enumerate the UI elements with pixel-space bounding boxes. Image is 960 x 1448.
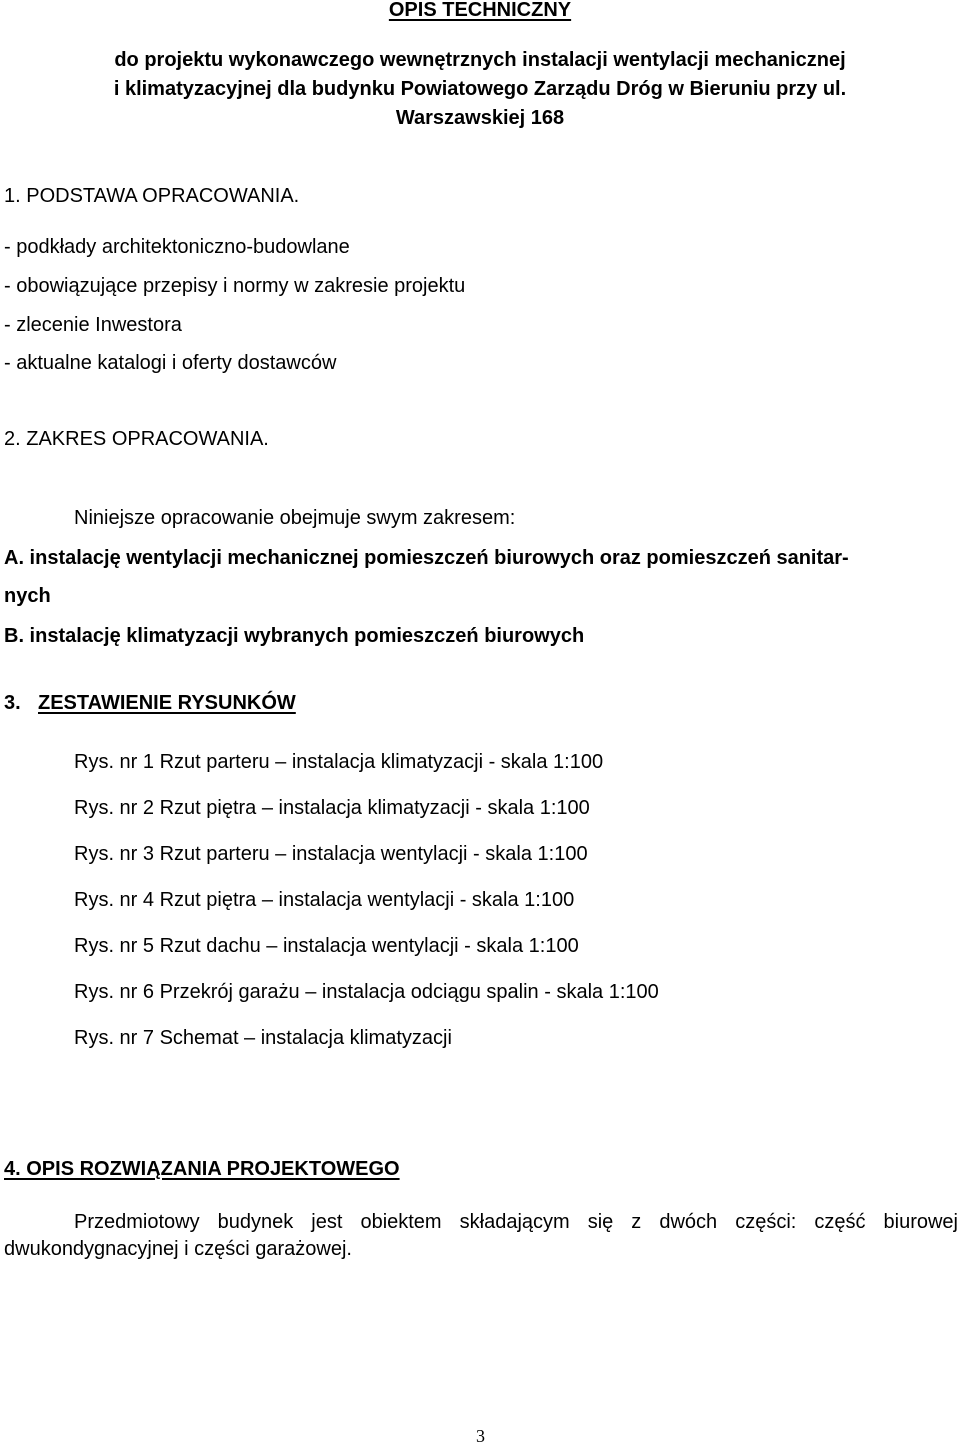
drawing-list-item: Rys. nr 7 Schemat – instalacja klimatyzacji	[74, 1027, 452, 1049]
section-3-heading: ZESTAWIENIE RYSUNKÓW	[38, 692, 296, 714]
subtitle-line-2: i klimatyzacyjnej dla budynku Powiatowego Zarządu Dróg w Bieruniu przy ul.	[113, 78, 847, 100]
section-2-item-a-continued: nych	[4, 585, 51, 607]
drawing-list-item: Rys. nr 1 Rzut parteru – instalacja klimatyzacji - skala 1:100	[74, 751, 604, 773]
section-1-item: - podkłady architektoniczno-budowlane	[4, 236, 350, 258]
section-4-heading: 4. OPIS ROZWIĄZANIA PROJEKTOWEGO	[4, 1158, 400, 1180]
section-1-item: - zlecenie Inwestora	[4, 314, 182, 336]
section-2-item-a: A. instalację wentylacji mechanicznej pomieszczeń biurowych oraz pomieszczeń sanitar-	[4, 547, 849, 569]
drawing-list-item: Rys. nr 6 Przekrój garażu – instalacja odciągu spalin - skala 1:100	[74, 981, 659, 1003]
subtitle-line-3: Warszawskiej 168	[395, 107, 565, 129]
section-2-heading: 2. ZAKRES OPRACOWANIA.	[4, 428, 269, 450]
section-4-paragraph-line-1	[4, 1210, 958, 1234]
document-title: OPIS TECHNICZNY	[388, 0, 572, 21]
page-number: 3	[476, 1426, 485, 1446]
drawing-list-item: Rys. nr 4 Rzut piętra – instalacja wentylacji - skala 1:100	[74, 889, 575, 911]
subtitle-line-1: do projektu wykonawczego wewnętrznych instalacji wentylacji mechanicznej	[114, 49, 846, 71]
section-1-item: - aktualne katalogi i oferty dostawców	[4, 352, 337, 374]
section-4-paragraph-text: Przedmiotowy budynek jest obiektem składającym się z dwóch części: część biurowej	[74, 1211, 958, 1233]
section-3-number: 3.	[4, 692, 21, 714]
section-2-intro: Niniejsze opracowanie obejmuje swym zakresem:	[74, 507, 516, 529]
section-2-item-b: B. instalację klimatyzacji wybranych pomieszczeń biurowych	[4, 625, 585, 647]
drawing-list-item: Rys. nr 5 Rzut dachu – instalacja wentylacji - skala 1:100	[74, 935, 579, 957]
drawing-list-item: Rys. nr 3 Rzut parteru – instalacja wentylacji - skala 1:100	[74, 843, 588, 865]
section-1-heading: 1. PODSTAWA OPRACOWANIA.	[4, 185, 300, 207]
drawing-list-item: Rys. nr 2 Rzut piętra – instalacja klimatyzacji - skala 1:100	[74, 797, 590, 819]
section-4-paragraph-line-2: dwukondygnacyjnej i części garażowej.	[4, 1238, 352, 1260]
section-1-item: - obowiązujące przepisy i normy w zakresie projektu	[4, 275, 466, 297]
